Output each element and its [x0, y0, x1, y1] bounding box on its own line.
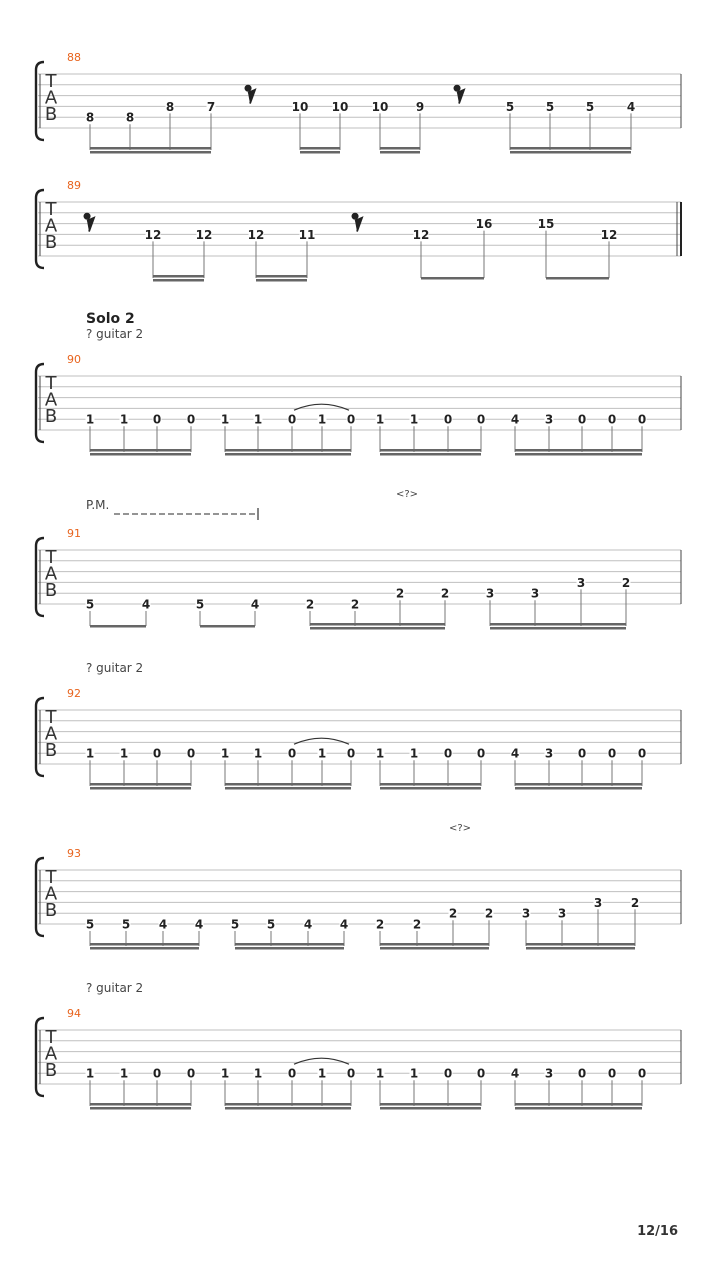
eighth-rest-glyph [454, 86, 464, 104]
beam-secondary [526, 947, 635, 950]
eighth-rest-glyph [352, 214, 362, 232]
beam-secondary [380, 787, 481, 790]
beam-primary [153, 275, 204, 278]
fret-number: 1 [85, 746, 95, 761]
beam-primary [380, 1103, 481, 1106]
palm-mute-label: P.M. [86, 498, 110, 512]
measure-number: 93 [67, 847, 81, 860]
fret-number: 0 [637, 1066, 647, 1081]
beam-primary [490, 623, 626, 626]
beam-secondary [225, 787, 351, 790]
tab-system-90 [36, 311, 681, 456]
tab-clef-letter: T [45, 373, 57, 394]
fret-number: 1 [119, 1066, 129, 1081]
fret-number: 1 [220, 412, 230, 427]
fret-number: 12 [412, 227, 430, 242]
beam-secondary [380, 151, 420, 154]
fret-number: 0 [637, 412, 647, 427]
fret-number: 12 [600, 227, 618, 242]
fret-number: 12 [144, 227, 162, 242]
beam-primary [90, 1103, 191, 1106]
fret-number: 0 [607, 412, 617, 427]
fret-number: 0 [577, 746, 587, 761]
fret-number: 1 [375, 1066, 385, 1081]
tab-clef-letter: A [44, 723, 58, 745]
fret-number: 0 [287, 1066, 297, 1081]
beam-secondary [300, 151, 340, 154]
fret-number: 0 [186, 412, 196, 427]
fret-number: 0 [346, 746, 356, 761]
beam-primary [515, 783, 642, 786]
fret-number: 3 [557, 906, 567, 921]
beam-secondary [380, 453, 481, 456]
measure-number: 92 [67, 687, 81, 700]
fret-number: 3 [485, 586, 495, 601]
fret-number: 4 [339, 917, 349, 932]
fret-number: 0 [186, 1066, 196, 1081]
beam-secondary [515, 453, 642, 456]
tab-system-93 [36, 823, 681, 950]
tab-clef-letter: T [45, 867, 57, 888]
fret-number: 5 [545, 99, 555, 114]
annotation-text: <?> [395, 489, 419, 500]
fret-number: 3 [530, 586, 540, 601]
tab-clef-letter: B [44, 580, 58, 601]
fret-number: 1 [85, 1066, 95, 1081]
measure-number: 88 [67, 51, 81, 64]
fret-number: 8 [85, 110, 95, 125]
beam-primary [225, 1103, 351, 1106]
fret-number: 5 [85, 597, 95, 612]
slur-arc [294, 738, 349, 744]
eighth-rest-glyph [245, 86, 255, 104]
fret-number: 3 [521, 906, 531, 921]
beam-primary [300, 147, 340, 150]
fret-number: 1 [119, 746, 129, 761]
fret-number: 0 [186, 746, 196, 761]
fret-number: 0 [346, 412, 356, 427]
fret-number: 0 [476, 412, 486, 427]
beam-single [421, 277, 484, 280]
tab-clef-letter: B [44, 900, 58, 921]
fret-number: 5 [266, 917, 276, 932]
fret-number: 0 [476, 746, 486, 761]
fret-number: 1 [220, 1066, 230, 1081]
tab-system-94 [36, 981, 681, 1110]
fret-number: 1 [85, 412, 95, 427]
tab-clef-letter: A [44, 389, 58, 411]
fret-number: 1 [409, 746, 419, 761]
fret-number: 1 [253, 746, 263, 761]
fret-number: 3 [544, 746, 554, 761]
fret-number: 0 [637, 746, 647, 761]
beam-single [90, 625, 146, 628]
beam-primary [515, 1103, 642, 1106]
fret-number: 0 [443, 746, 453, 761]
fret-number: 10 [331, 99, 349, 114]
fret-number: 5 [85, 917, 95, 932]
instrument-label: ? guitar 2 [86, 661, 144, 675]
annotation-text: <?> [448, 823, 472, 834]
beam-secondary [515, 787, 642, 790]
tab-clef-letter: T [45, 199, 57, 220]
fret-number: 1 [409, 412, 419, 427]
measure-number: 89 [67, 179, 81, 192]
tab-clef-letter: A [44, 563, 58, 585]
fret-number: 2 [350, 597, 360, 612]
beam-primary [380, 449, 481, 452]
fret-number: 2 [395, 586, 405, 601]
fret-number: 5 [195, 597, 205, 612]
beam-secondary [490, 627, 626, 630]
beam-primary [90, 449, 191, 452]
fret-number: 0 [476, 1066, 486, 1081]
tab-clef-letter: T [45, 71, 57, 92]
fret-number: 4 [141, 597, 151, 612]
fret-number: 5 [505, 99, 515, 114]
fret-number: 2 [412, 917, 422, 932]
fret-number: 2 [440, 586, 450, 601]
measure-number: 94 [67, 1007, 81, 1020]
fret-number: 1 [375, 746, 385, 761]
fret-number: 4 [250, 597, 260, 612]
beam-secondary [90, 151, 211, 154]
tab-system-88 [36, 51, 681, 154]
fret-number: 0 [287, 746, 297, 761]
fret-number: 16 [475, 217, 493, 232]
fret-number: 5 [585, 99, 595, 114]
fret-number: 1 [317, 1066, 327, 1081]
fret-number: 11 [298, 227, 316, 242]
fret-number: 1 [317, 746, 327, 761]
beam-secondary [90, 1107, 191, 1110]
fret-number: 7 [206, 99, 216, 114]
fret-number: 9 [415, 99, 425, 114]
fret-number: 1 [253, 412, 263, 427]
fret-number: 4 [510, 746, 520, 761]
beam-secondary [90, 453, 191, 456]
beam-primary [90, 943, 199, 946]
fret-number: 0 [287, 412, 297, 427]
beam-primary [235, 943, 344, 946]
fret-number: 0 [607, 746, 617, 761]
beam-primary [515, 449, 642, 452]
beam-primary [90, 147, 211, 150]
beam-primary [526, 943, 635, 946]
fret-number: 4 [303, 917, 313, 932]
beam-secondary [380, 1107, 481, 1110]
fret-number: 0 [607, 1066, 617, 1081]
fret-number: 0 [443, 1066, 453, 1081]
beam-secondary [225, 1107, 351, 1110]
fret-number: 1 [253, 1066, 263, 1081]
fret-number: 0 [152, 746, 162, 761]
eighth-rest-glyph [84, 214, 94, 232]
fret-number: 8 [125, 110, 135, 125]
fret-number: 1 [317, 412, 327, 427]
fret-number: 3 [544, 412, 554, 427]
beam-primary [380, 943, 489, 946]
fret-number: 5 [121, 917, 131, 932]
beam-primary [380, 147, 420, 150]
tab-clef-letter: A [44, 215, 58, 237]
section-title: Solo 2 [86, 311, 135, 327]
fret-number: 2 [630, 895, 640, 910]
beam-secondary [90, 787, 191, 790]
fret-number: 2 [621, 575, 631, 590]
beam-secondary [380, 947, 489, 950]
fret-number: 4 [194, 917, 204, 932]
tab-clef-letter: T [45, 707, 57, 728]
fret-number: 0 [346, 1066, 356, 1081]
tab-system-89 [36, 179, 681, 282]
instrument-label: ? guitar 2 [86, 981, 144, 995]
beam-secondary [153, 279, 204, 282]
fret-number: 1 [409, 1066, 419, 1081]
beam-primary [380, 783, 481, 786]
fret-number: 1 [119, 412, 129, 427]
tab-clef-letter: T [45, 547, 57, 568]
fret-number: 15 [537, 217, 555, 232]
slur-arc [294, 404, 349, 410]
fret-number: 0 [443, 412, 453, 427]
beam-single [200, 625, 255, 628]
fret-number: 2 [375, 917, 385, 932]
fret-number: 10 [291, 99, 309, 114]
fret-number: 4 [158, 917, 168, 932]
page-number: 12/16 [637, 1224, 678, 1239]
measure-number: 91 [67, 527, 81, 540]
beam-primary [90, 783, 191, 786]
tab-clef-letter: B [44, 104, 58, 125]
tab-clef-letter: B [44, 232, 58, 253]
beam-secondary [235, 947, 344, 950]
tab-system-91 [36, 489, 681, 630]
tab-clef-letter: A [44, 1043, 58, 1065]
slur-arc [294, 1058, 349, 1064]
fret-number: 2 [305, 597, 315, 612]
tab-clef-letter: B [44, 740, 58, 761]
beam-secondary [90, 947, 199, 950]
measure-number: 90 [67, 353, 81, 366]
fret-number: 3 [593, 895, 603, 910]
fret-number: 1 [220, 746, 230, 761]
beam-secondary [256, 279, 307, 282]
fret-number: 0 [152, 1066, 162, 1081]
tab-clef-letter: A [44, 883, 58, 905]
fret-number: 4 [510, 412, 520, 427]
tab-clef-letter: A [44, 87, 58, 109]
fret-number: 2 [448, 906, 458, 921]
fret-number: 0 [577, 412, 587, 427]
beam-secondary [225, 453, 351, 456]
fret-number: 4 [510, 1066, 520, 1081]
fret-number: 3 [576, 575, 586, 590]
beam-secondary [310, 627, 445, 630]
fret-number: 0 [577, 1066, 587, 1081]
beam-primary [256, 275, 307, 278]
beam-primary [510, 147, 631, 150]
fret-number: 5 [230, 917, 240, 932]
instrument-label: ? guitar 2 [86, 327, 144, 341]
beam-secondary [515, 1107, 642, 1110]
tab-clef-letter: B [44, 1060, 58, 1081]
fret-number: 2 [484, 906, 494, 921]
fret-number: 10 [371, 99, 389, 114]
fret-number: 12 [195, 227, 213, 242]
fret-number: 12 [247, 227, 265, 242]
fret-number: 8 [165, 99, 175, 114]
fret-number: 3 [544, 1066, 554, 1081]
tab-system-92 [36, 661, 681, 790]
beam-single [546, 277, 609, 280]
tab-clef-letter: T [45, 1027, 57, 1048]
beam-primary [225, 783, 351, 786]
beam-primary [310, 623, 445, 626]
fret-number: 0 [152, 412, 162, 427]
beam-secondary [510, 151, 631, 154]
tab-clef-letter: B [44, 406, 58, 427]
fret-number: 1 [375, 412, 385, 427]
fret-number: 4 [626, 99, 636, 114]
beam-primary [225, 449, 351, 452]
